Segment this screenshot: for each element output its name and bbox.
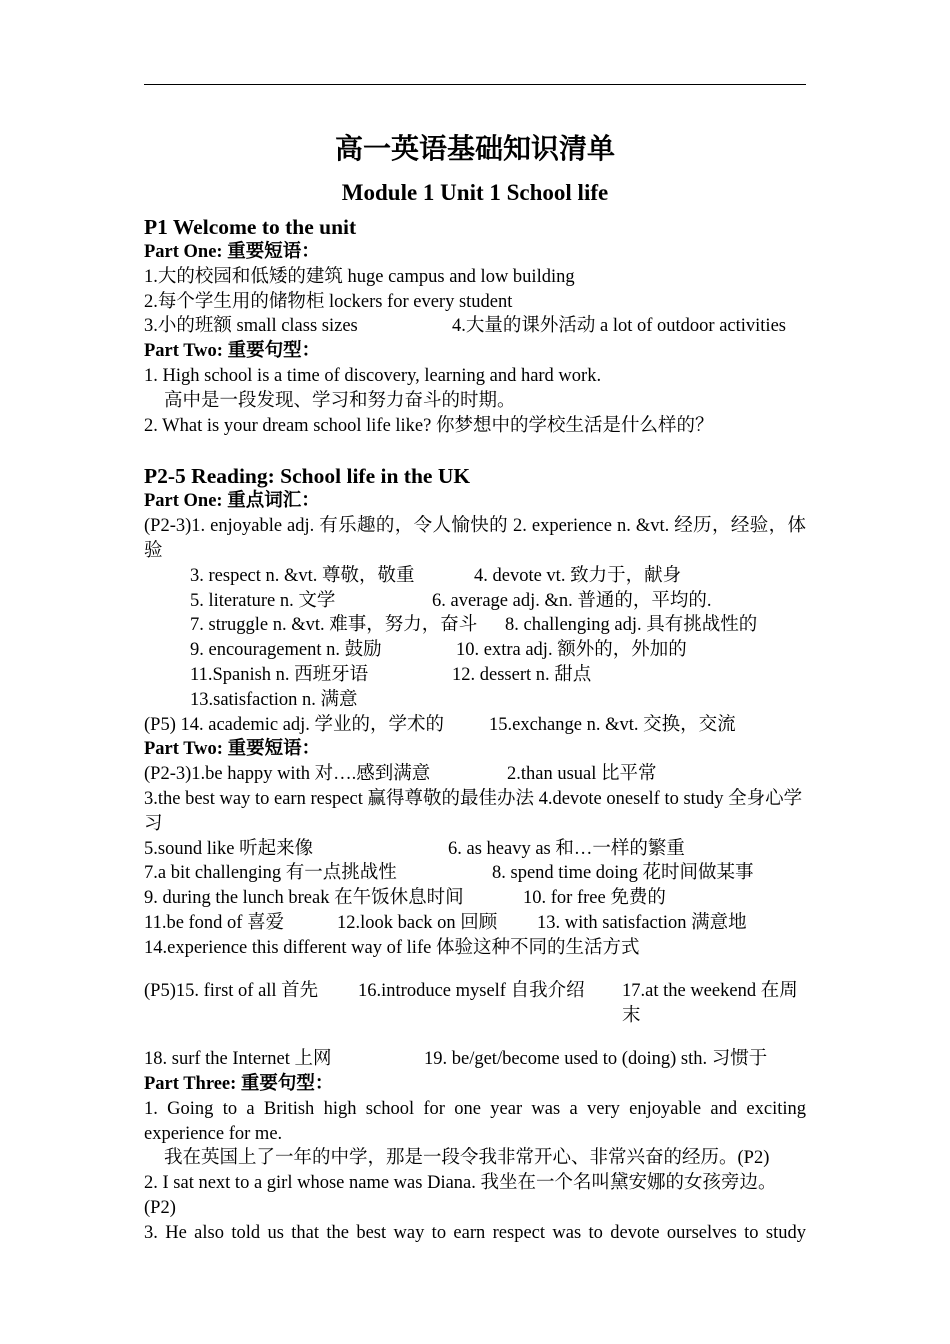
vocab-item: 11.Spanish n. 西班牙语 [190, 664, 369, 685]
p1-phrase-1: 1.大的校园和低矮的建筑 huge campus and low building [144, 266, 575, 287]
phrase-item: (P2-3)1.be happy with 对….感到满意 [144, 764, 431, 785]
p25-part-three-label: Part Three: 重要句型： [144, 1073, 334, 1094]
p25-part-one-label: Part One: 重点词汇： [144, 491, 320, 512]
p1-sentence-1-translation: 高中是一段发现、学习和努力奋斗的时期。 [164, 390, 516, 411]
p1-phrase-2: 2.每个学生用的储物柜 lockers for every student [144, 291, 513, 312]
document-body [144, 130, 806, 1245]
vocab-item: 8. challenging adj. 具有挑战性的 [505, 615, 758, 636]
vocab-item: (P5) 14. academic adj. 学业的，学术的 [144, 714, 445, 735]
p25-sentence-3: 3. He also told us that the best way to earn respect was to devote ourselves to study [144, 1222, 806, 1243]
p25-part-two-label: Part Two: 重要短语： [144, 739, 321, 760]
phrase-item: 10. for free 免费的 [523, 888, 666, 909]
vocab-item: 5. literature n. 文学 [190, 590, 336, 611]
vocab-row [144, 713, 806, 738]
phrase-item: 9. during the lunch break 在午饭休息时间 [144, 888, 464, 909]
phrase-item: 6. as heavy as 和…一样的繁重 [448, 838, 685, 859]
document-title: 高一英语基础知识清单 [334, 134, 615, 165]
vocab-item: 12. dessert n. 甜点 [452, 664, 592, 685]
vocab-item: 6. average adj. &n. 普通的，平均的. [432, 590, 712, 611]
vocab-item: 10. extra adj. 额外的，外加的 [456, 640, 687, 661]
vocab-row [144, 663, 806, 688]
phrase-item: 11.be fond of 喜爱 [144, 912, 285, 933]
phrase-row [144, 837, 806, 862]
phrase-row [144, 979, 806, 1029]
p1-phrase-3: 3.小的班额 small class sizes [144, 316, 358, 337]
section-p25-heading: P2-5 Reading: School life in the UK [144, 464, 471, 489]
p25-vocab-first: (P2-3)1. enjoyable adj. 有乐趣的，令人愉快的 2. experience n. &vt. 经历，经验，体验 [144, 516, 806, 561]
phrase-item: 12.look back on 回顾 [337, 912, 498, 933]
vocab-item: 9. encouragement n. 鼓励 [190, 640, 382, 661]
phrase-item: 14.experience this different way of life 体验这种不同的生活方式 [144, 937, 640, 958]
phrase-item: (P5)15. first of all 首先 [144, 981, 319, 1002]
phrase-item: 16.introduce myself 自我介绍 [358, 981, 585, 1002]
phrase-item: 19. be/get/become used to (doing) sth. 习惯于 [424, 1049, 768, 1070]
phrase-row [144, 911, 806, 936]
phrase-row [144, 861, 806, 886]
p25-sentence-1: 1. Going to a British high school for one year was a very enjoyable and exciting experience for me. [144, 1098, 806, 1144]
phrase-item: 18. surf the Internet 上网 [144, 1049, 332, 1070]
p1-part-one-label: Part One: 重要短语： [144, 242, 320, 262]
vocab-row [144, 564, 806, 589]
phrase-row [144, 762, 806, 787]
vocab-item: 7. struggle n. &vt. 难事，努力，奋斗 [190, 615, 478, 636]
p25-sentence-2: 2. I sat next to a girl whose name was Diana. 我坐在一个名叫黛安娜的女孩旁边。(P2) [144, 1173, 777, 1218]
vocab-row [144, 613, 806, 638]
phrase-item: 5.sound like 听起来像 [144, 838, 314, 859]
section-p1-heading: P1 Welcome to the unit [144, 215, 357, 239]
p25-sentence-1-translation: 我在英国上了一年的中学，那是一段令我非常开心、非常兴奋的经历。(P2) [164, 1148, 770, 1169]
vocab-row [144, 638, 806, 663]
phrase-item: 3.the best way to earn respect 赢得尊敬的最佳办法 4.devote oneself to study 全身心学习 [144, 788, 803, 834]
vocab-row [144, 589, 806, 614]
phrase-item: 7.a bit challenging 有一点挑战性 [144, 863, 397, 884]
vocab-item: 3. respect n. &vt. 尊敬，敬重 [190, 565, 415, 586]
p1-sentence-2: 2. What is your dream school life like? 你梦想中的学校生活是什么样的？ [144, 415, 714, 436]
p1-phrase-row [144, 314, 806, 339]
p1-phrase-4: 4.大量的课外活动 a lot of outdoor activities [452, 316, 786, 337]
phrase-item: 17.at the weekend 在周末 [622, 981, 798, 1026]
phrase-row [144, 886, 806, 911]
header-rule [144, 84, 806, 85]
vocab-item: 15.exchange n. &vt. 交换，交流 [489, 714, 736, 735]
phrase-item: 8. spend time doing 花时间做某事 [492, 863, 754, 884]
vocab-item: 4. devote vt. 致力于，献身 [474, 565, 682, 586]
phrase-row [144, 1047, 806, 1072]
p1-sentence-1: 1. High school is a time of discovery, learning and hard work. [144, 365, 602, 386]
p1-part-two-label: Part Two: 重要句型： [144, 341, 321, 362]
phrase-item: 13. with satisfaction 满意地 [537, 912, 747, 933]
phrase-item: 2.than usual 比平常 [507, 764, 657, 785]
vocab-item: 13.satisfaction n. 满意 [190, 689, 358, 710]
document-subtitle: Module 1 Unit 1 School life [341, 180, 609, 205]
